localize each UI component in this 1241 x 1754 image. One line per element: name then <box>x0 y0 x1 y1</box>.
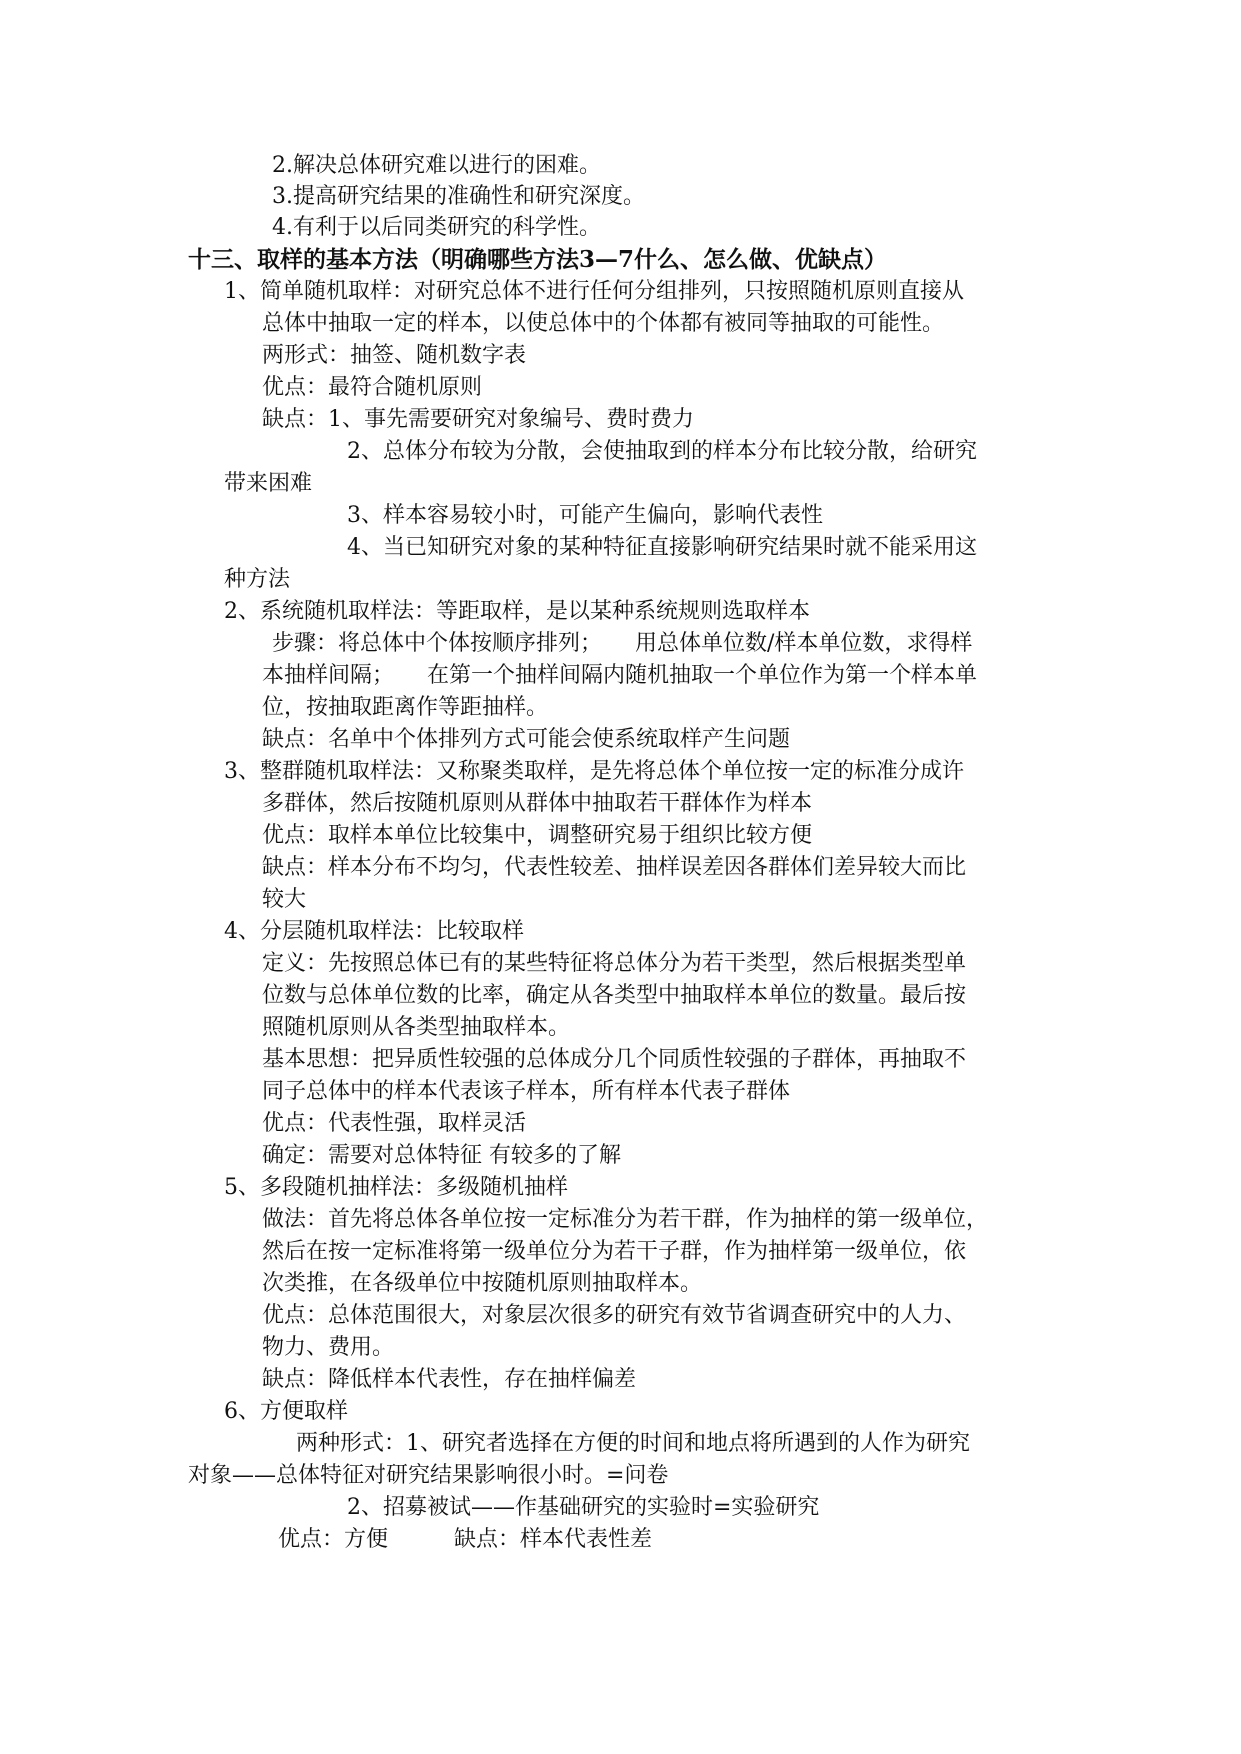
text-line: 次类推，在各级单位中按随机原则抽取样本。 <box>262 1271 703 1296</box>
text-line: 位数与总体单位数的比率，确定从各类型中抽取样本单位的数量。最后按 <box>262 983 967 1008</box>
text-line: 两形式：抽签、随机数字表 <box>262 343 527 368</box>
text-line: 本抽样间隔； 在第一个抽样间隔内随机抽取一个单位作为第一个样本单 <box>262 663 978 688</box>
text-line: 位，按抽取距离作等距抽样。 <box>262 695 549 720</box>
text-line: 4、分层随机取样法：比较取样 <box>224 919 524 944</box>
text-line: 照随机原则从各类型抽取样本。 <box>262 1015 571 1040</box>
text-line: 总体中抽取一定的样本，以使总体中的个体都有被同等抽取的可能性。 <box>262 311 945 336</box>
text-line: 优点：方便 缺点：样本代表性差 <box>278 1527 653 1552</box>
text-line: 2.解决总体研究难以进行的困难。 <box>272 153 601 178</box>
text-line: 物力、费用。 <box>262 1335 395 1360</box>
text-line: 较大 <box>262 887 307 912</box>
text-line: 定义：先按照总体已有的某些特征将总体分为若干类型，然后根据类型单 <box>262 951 967 976</box>
text-line: 多群体，然后按随机原则从群体中抽取若干群体作为样本 <box>262 791 813 816</box>
text-line: 两种形式：1、研究者选择在方便的时间和地点将所遇到的人作为研究 <box>296 1431 970 1456</box>
text-line: 同子总体中的样本代表该子样本，所有样本代表子群体 <box>262 1079 791 1104</box>
text-line: 优点：总体范围很大，对象层次很多的研究有效节省调查研究中的人力、 <box>262 1303 967 1328</box>
text-line: 优点：取样本单位比较集中，调整研究易于组织比较方便 <box>262 823 813 848</box>
text-line: 缺点：名单中个体排列方式可能会使系统取样产生问题 <box>262 727 791 752</box>
text-line: 做法：首先将总体各单位按一定标准分为若干群，作为抽样的第一级单位， <box>262 1207 989 1232</box>
text-line: 基本思想：把异质性较强的总体成分几个同质性较强的子群体，再抽取不 <box>262 1047 967 1072</box>
text-line: 缺点：1、事先需要研究对象编号、费时费力 <box>262 407 694 432</box>
text-line: 3.提高研究结果的准确性和研究深度。 <box>272 184 645 209</box>
text-line: 2、系统随机取样法：等距取样，是以某种系统规则选取样本 <box>224 599 810 624</box>
text-line: 6、方便取样 <box>224 1399 348 1424</box>
text-line: 4.有利于以后同类研究的科学性。 <box>272 215 601 240</box>
text-line: 优点：最符合随机原则 <box>262 375 483 400</box>
text-line: 2、招募被试——作基础研究的实验时=实验研究 <box>347 1495 820 1520</box>
text-line: 步骤：将总体中个体按顺序排列； 用总体单位数/样本单位数，求得样 <box>272 631 973 656</box>
text-line: 确定：需要对总体特征 有较多的了解 <box>262 1143 621 1168</box>
text-line: 对象——总体特征对研究结果影响很小时。=问卷 <box>188 1463 669 1488</box>
section-heading: 十三、取样的基本方法（明确哪些方法3—7什么、怎么做、优缺点） <box>188 246 888 273</box>
text-line: 5、多段随机抽样法：多级随机抽样 <box>224 1175 568 1200</box>
text-line: 3、整群随机取样法：又称聚类取样，是先将总体个单位按一定的标准分成许 <box>224 759 964 784</box>
text-line: 带来困难 <box>224 471 313 496</box>
text-line: 缺点：样本分布不均匀，代表性较差、抽样误差因各群体们差异较大而比 <box>262 855 967 880</box>
text-line: 2、总体分布较为分散，会使抽取到的样本分布比较分散，给研究 <box>347 439 977 464</box>
text-line: 种方法 <box>224 567 291 592</box>
text-line: 缺点：降低样本代表性，存在抽样偏差 <box>262 1367 637 1392</box>
text-line: 然后在按一定标准将第一级单位分为若干子群，作为抽样第一级单位，依 <box>262 1239 967 1264</box>
text-line: 3、样本容易较小时，可能产生偏向，影响代表性 <box>347 503 823 528</box>
text-line: 优点：代表性强，取样灵活 <box>262 1111 527 1136</box>
text-line: 1、简单随机取样：对研究总体不进行任何分组排列，只按照随机原则直接从 <box>224 279 964 304</box>
text-line: 4、当已知研究对象的某种特征直接影响研究结果时就不能采用这 <box>347 535 977 560</box>
